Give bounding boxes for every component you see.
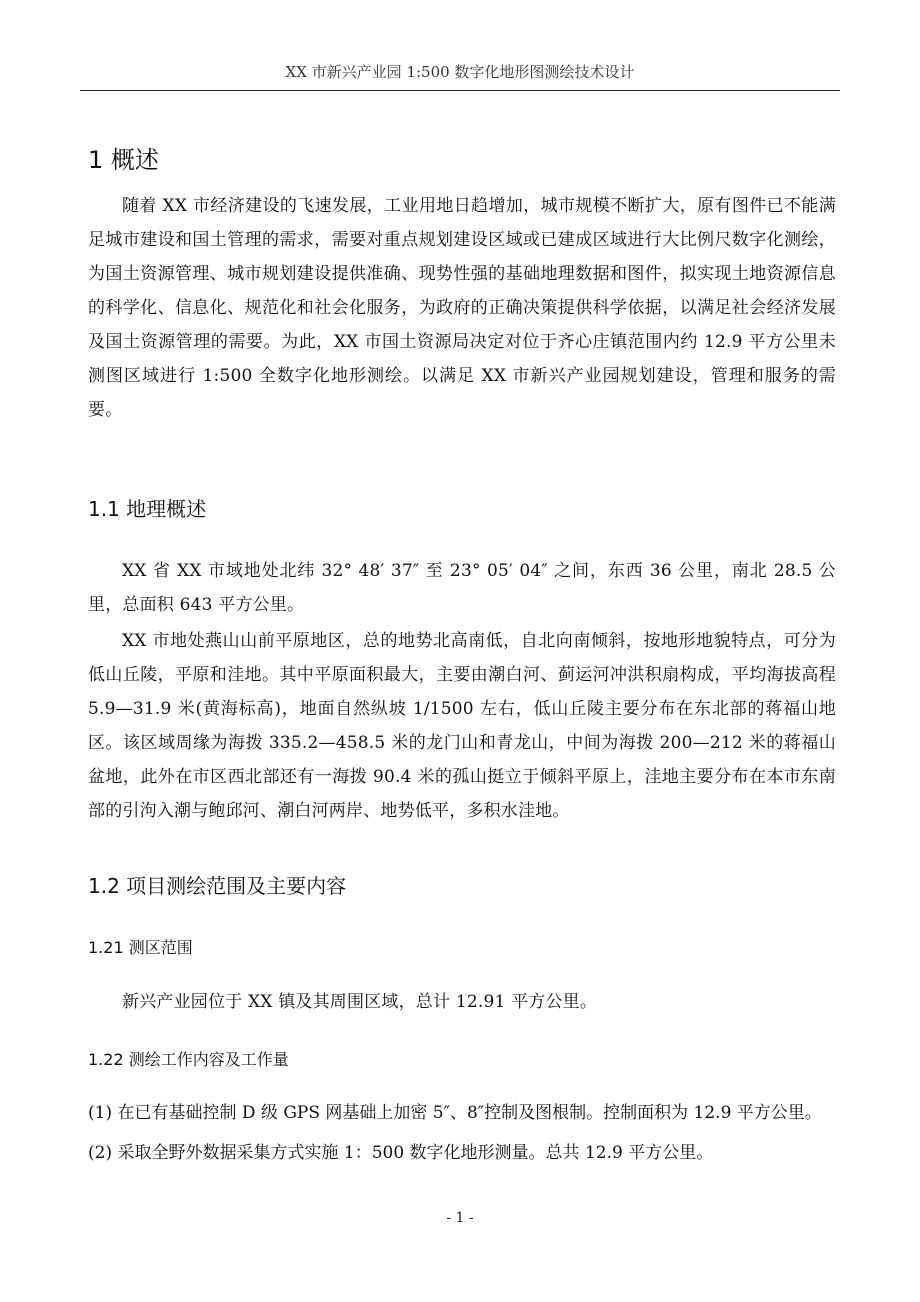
page-number <box>0 1208 920 1228</box>
page-number-text: - 1 - <box>446 1210 474 1226</box>
header-title: XX 市新兴产业园 1:500 数字化地形图测绘技术设计 <box>285 63 635 81</box>
section-1-21-heading: 1.21 测区范围 <box>88 938 193 957</box>
section-1-1-paragraph-1: XX 省 XX 市域地处北纬 32° 48′ 37″ 至 23° 05′ 04″ 之间，东西 36 公里，南北 28.5 公里，总面积 643 平方公里。 <box>88 561 836 615</box>
work-item-2: (2) 采取全野外数据采集方式实施 1：500 数字化地形测量。总共 12.9 平方公里。 <box>88 1143 714 1163</box>
section-1-1-paragraph-2: XX 市地处燕山山前平原地区，总的地势北高南低，自北向南倾斜，按地形地貌特点，可分为低山丘陵，平原和洼地。其中平原面积最大，主要由潮白河、蓟运河冲洪积扇构成，平均海拔高程 5.9—31.9 米(黄海标高)，地面自然纵坡 1/1500 左右，低山丘陵主要分布在东北部的蒋福山地区。该区域周缘为海拨 335.2—458.5 米的龙门山和青龙山，中间为海拨 200—212 米的蒋福山盆地，此外在市区西北部还有一海拨 90.4 米的孤山挺立于倾斜平原上，洼地主要分布在本市东南部的引泃入潮与鲍邱河、潮白河两岸、地势低平，多积水洼地。 <box>88 631 836 821</box>
section-1-21-paragraph: 新兴产业园位于 XX 镇及其周围区域，总计 12.91 平方公里。 <box>122 992 598 1012</box>
section-1-22-heading: 1.22 测绘工作内容及工作量 <box>88 1050 289 1069</box>
section-1-paragraph: 随着 XX 市经济建设的飞速发展，工业用地日趋增加，城市规模不断扩大，原有图件已不能满足城市建设和国土管理的需求，需要对重点规划建设区域或已建成区域进行大比例尺数字化测绘，为国土资源管理、城市规划建设提供准确、现势性强的基础地理数据和图件，拟实现土地资源信息的科学化、信息化、规范化和社会化服务，为政府的正确决策提供科学依据，以满足社会经济发展及国土资源管理的需要。为此，XX 市国土资源局决定对位于齐心庄镇范围内约 12.9 平方公里未测图区域进行 1:500 全数字化地形测绘。以满足 XX 市新兴产业园规划建设，管理和服务的需要。 <box>88 196 836 420</box>
work-item-1: (1) 在已有基础控制 D 级 GPS 网基础上加密 5″、8″控制及图根制。控制面积为 12.9 平方公里。 <box>88 1103 822 1123</box>
page-header <box>80 62 840 91</box>
section-1-heading: 1 概述 <box>88 146 159 174</box>
section-1-1-heading: 1.1 地理概述 <box>88 497 207 521</box>
section-1-2-heading: 1.2 项目测绘范围及主要内容 <box>88 874 347 898</box>
